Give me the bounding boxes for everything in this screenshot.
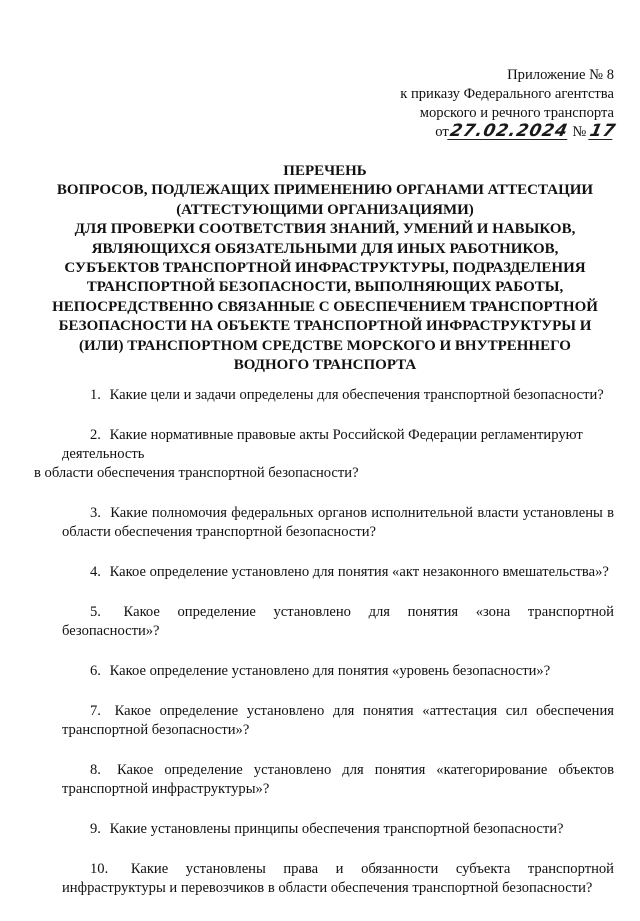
title-line: ВОДНОГО ТРАНСПОРТА <box>233 357 417 374</box>
question-item <box>62 563 614 582</box>
question-item <box>62 820 614 839</box>
question-number: 3. <box>90 505 101 521</box>
question-text: Какие полномочия федеральных органов исполнительной власти установлены в области обеспечения транспортной безопасности? <box>62 505 614 540</box>
title-line: ТРАНСПОРТНОЙ БЕЗОПАСНОСТИ, ВЫПОЛНЯЮЩИХ РАБОТЫ, <box>86 279 564 296</box>
question-number: 9. <box>90 821 101 837</box>
order-date-line <box>354 121 618 142</box>
title-line: ПЕРЕЧЕНЬ <box>283 163 367 179</box>
title-line: ЯВЛЯЮЩИХСЯ ОБЯЗАТЕЛЬНЫМИ ДЛЯ ИНЫХ РАБОТНИКОВ, <box>91 240 559 257</box>
handwritten-date: 27.02.2024 <box>447 121 570 141</box>
number-prefix: № <box>572 124 587 140</box>
question-item <box>62 504 614 542</box>
handwritten-number: 17 <box>587 121 618 141</box>
question-number: 4. <box>90 564 101 580</box>
question-text: Какие цели и задачи определены для обеспечения транспортной безопасности? <box>109 387 604 403</box>
appendix-number: Приложение № 8 <box>507 67 614 83</box>
question-item <box>62 860 614 898</box>
date-prefix: от <box>435 124 449 140</box>
question-text: Какое определение установлено для понятия «аттестация сил обеспечения транспортной безопасности»? <box>62 703 614 738</box>
question-text: Какие нормативные правовые акты Российской Федерации регламентируют деятельность <box>62 427 583 462</box>
question-text: Какие установлены права и обязанности субъекта транспортной инфраструктуры и перевозчиков в области обеспечения транспортной безопасности? <box>62 861 614 896</box>
title-line: (ИЛИ) ТРАНСПОРТНОМ СРЕДСТВЕ МОРСКОГО И ВНУТРЕННЕГО <box>79 337 571 354</box>
question-text: Какое определение установлено для понятия «уровень безопасности»? <box>109 663 551 679</box>
title-line: СУБЪЕКТОВ ТРАНСПОРТНОЙ ИНФРАСТРУКТУРЫ, ПОДРАЗДЕЛЕНИЯ <box>64 260 586 277</box>
question-number: 10. <box>90 861 109 877</box>
question-number: 7. <box>90 703 101 719</box>
questions-list <box>34 386 614 919</box>
title-line: ДЛЯ ПРОВЕРКИ СООТВЕТСТВИЯ ЗНАНИЙ, УМЕНИЙ И НАВЫКОВ, <box>74 221 576 238</box>
appendix-header <box>354 66 618 142</box>
question-number: 5. <box>90 604 101 620</box>
question-number: 2. <box>90 427 101 443</box>
order-line-2: морского и речного транспорта <box>419 105 614 121</box>
title-line: (АТТЕСТУЮЩИМИ ОРГАНИЗАЦИЯМИ) <box>176 201 474 218</box>
question-number: 6. <box>90 663 101 679</box>
question-text: Какие установлены принципы обеспечения транспортной безопасности? <box>109 821 564 837</box>
question-text: Какое определение установлено для понятия «акт незаконного вмешательства»? <box>109 564 609 580</box>
order-line-1: к приказу Федерального агентства <box>400 86 614 102</box>
title-line: БЕЗОПАСНОСТИ НА ОБЪЕКТЕ ТРАНСПОРТНОЙ ИНФРАСТРУКТУРЫ И <box>58 318 592 335</box>
question-text: Какое определение установлено для понятия «категорирование объектов транспортной инфраструктуры»? <box>62 762 614 797</box>
title-line: ВОПРОСОВ, ПОДЛЕЖАЩИХ ПРИМЕНЕНИЮ ОРГАНАМИ АТТЕСТАЦИИ <box>56 182 594 199</box>
question-item <box>62 662 614 681</box>
question-item <box>62 386 614 405</box>
question-item <box>34 426 614 483</box>
question-item <box>62 603 614 641</box>
question-text: Какое определение установлено для понятия «зона транспортной безопасности»? <box>62 604 614 639</box>
question-item <box>62 702 614 740</box>
question-number: 8. <box>90 762 101 778</box>
document-title <box>40 162 610 375</box>
question-item <box>62 761 614 799</box>
question-number: 1. <box>90 387 101 403</box>
question-text-continued: в области обеспечения транспортной безопасности? <box>34 465 359 481</box>
title-line: НЕПОСРЕДСТВЕННО СВЯЗАННЫЕ С ОБЕСПЕЧЕНИЕМ ТРАНСПОРТНОЙ <box>52 298 598 315</box>
